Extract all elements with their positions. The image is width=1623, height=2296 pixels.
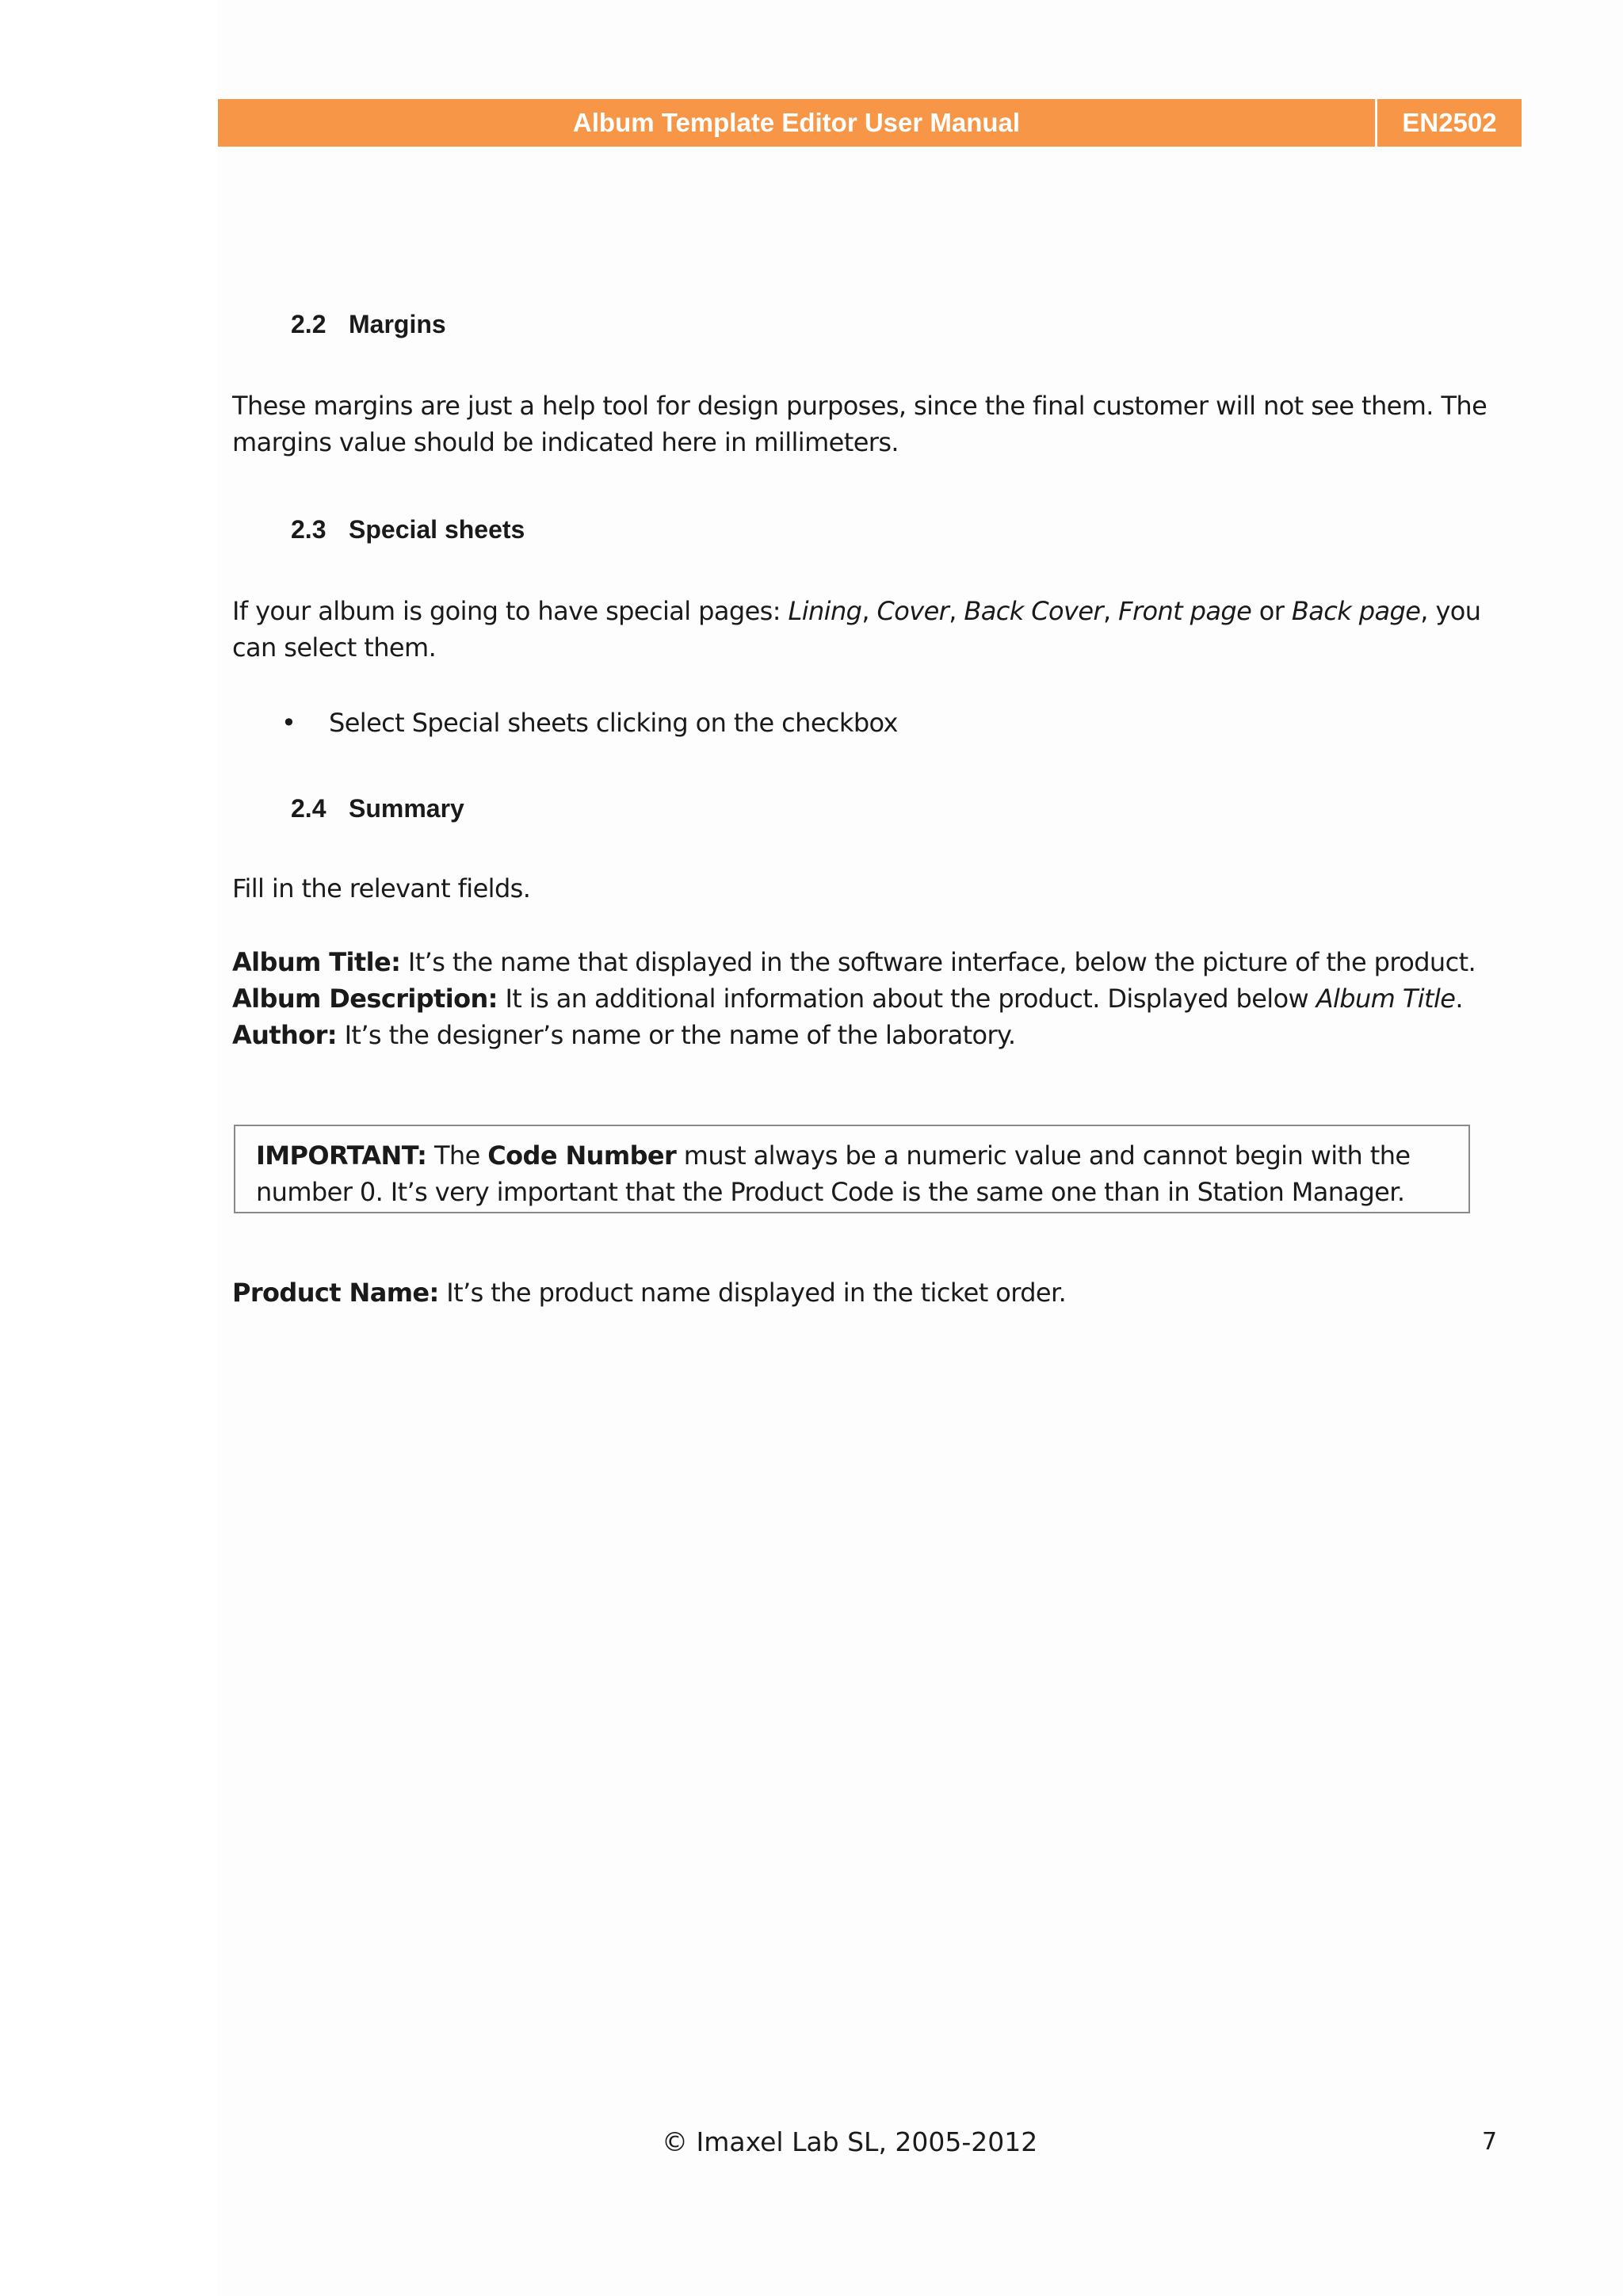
important-note-text	[256, 1137, 1468, 1210]
important-note-box	[234, 1125, 1470, 1213]
section-number: 2.3	[291, 515, 327, 544]
code-number-label: Code Number	[487, 1140, 677, 1171]
important-label: IMPORTANT:	[256, 1140, 427, 1171]
document-header	[218, 99, 1522, 147]
margins-paragraph: These margins are just a help tool for design purposes, since the final customer will not see them. The margins value should be indicated here in millimeters.	[232, 391, 1487, 457]
text-run: ,	[1102, 596, 1119, 626]
document-title: Album Template Editor User Manual	[572, 108, 1021, 137]
field-description: It’s the product name displayed in the ticket order.	[438, 1278, 1067, 1308]
field-label: Album Description:	[232, 984, 498, 1014]
copyright-icon: ©	[662, 2126, 688, 2157]
field-description: It is an additional information about the product. Displayed below	[497, 984, 1316, 1014]
section-title: Summary	[349, 794, 464, 823]
field-label: Album Title:	[232, 947, 401, 977]
copyright-text: Imaxel Lab SL, 2005-2012	[688, 2126, 1038, 2157]
text-run: If your album is going to have special pages:	[232, 596, 789, 626]
special-sheets-paragraph	[232, 593, 1492, 666]
bullet-icon: •	[281, 708, 296, 738]
text-run: .	[1455, 984, 1463, 1014]
document-code: EN2502	[1402, 108, 1497, 137]
field-reference: Album Title	[1316, 984, 1456, 1014]
section-heading-summary	[291, 793, 464, 824]
special-page-lining: Lining	[788, 596, 862, 626]
section-heading-special-sheets	[291, 514, 525, 545]
special-page-cover: Cover	[876, 596, 949, 626]
field-description: It’s the name that displayed in the software interface, below the picture of the product.	[400, 947, 1476, 977]
text-run: ,	[949, 596, 964, 626]
product-name-paragraph	[232, 1274, 1492, 1311]
summary-intro: Fill in the relevant fields.	[232, 873, 531, 904]
special-page-back-cover: Back Cover	[964, 596, 1103, 626]
section-title: Special sheets	[349, 515, 525, 544]
text-run: or	[1251, 596, 1292, 626]
text-run: ,	[861, 596, 877, 626]
text-run: , you can select them.	[232, 596, 1481, 663]
special-page-back-page: Back page	[1291, 596, 1421, 626]
text-run: The	[426, 1140, 488, 1171]
section-number: 2.2	[291, 310, 327, 338]
section-title: Margins	[349, 310, 446, 338]
section-number: 2.4	[291, 794, 327, 823]
special-page-front-page: Front page	[1118, 596, 1252, 626]
copyright-notice	[662, 2124, 1037, 2160]
field-label: Product Name:	[232, 1278, 439, 1308]
section-heading-margins	[291, 308, 446, 340]
page-number: 7	[1482, 2128, 1498, 2156]
field-label: Author:	[232, 1020, 337, 1050]
field-description: It’s the designer’s name or the name of the laboratory.	[337, 1020, 1016, 1050]
bullet-text: Select Special sheets clicking on the checkbox	[329, 708, 898, 738]
list-item	[281, 705, 898, 741]
text-run: must always be a numeric value and cannot begin with the number 0. It’s very important that the Product Code is the same one than in Station Manager.	[256, 1140, 1411, 1207]
summary-fields	[232, 944, 1492, 1053]
